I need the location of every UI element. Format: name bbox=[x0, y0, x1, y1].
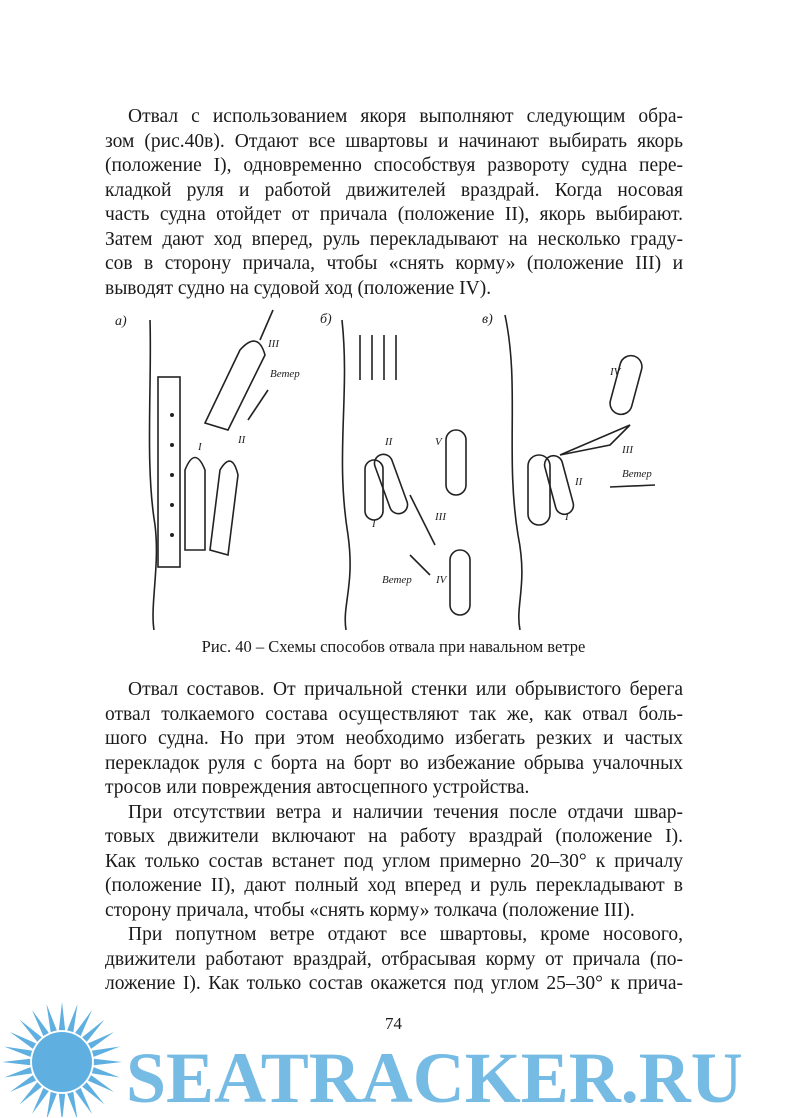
panel-label: а) bbox=[115, 314, 127, 329]
position-label: I bbox=[198, 441, 202, 453]
wind-label: Ветер bbox=[382, 574, 412, 586]
figure-caption: Рис. 40 – Схемы способов отвала при навальном ветре bbox=[201, 637, 586, 656]
sun-logo-icon bbox=[0, 1000, 125, 1117]
text-line: Как только состав встанет под углом примерно 20–30° к причалу bbox=[105, 850, 683, 872]
panel-label: в) bbox=[482, 312, 493, 327]
sun-ray bbox=[59, 1094, 65, 1117]
text-line: При попутном ветре отдают все швартовы, кроме носового, bbox=[128, 924, 683, 945]
text-line: отвал толкаемого состава осуществляют так же, как отвал боль- bbox=[105, 703, 683, 725]
text-line: сов в сторону причала, чтобы «снять корму» (положение III) и bbox=[105, 253, 683, 274]
figure-40-diagram bbox=[110, 305, 670, 630]
sun-ray bbox=[67, 1004, 77, 1032]
text-line: часть судна отойдет от причала (положение II), якорь выбирают. bbox=[105, 204, 683, 225]
sun-ray bbox=[4, 1046, 32, 1056]
text-line: зом (рис.40в). Отдают все швартовы и начинают выбирать якорь bbox=[105, 130, 683, 152]
position-label: III bbox=[435, 511, 446, 523]
position-label: II bbox=[575, 476, 583, 488]
position-label: II bbox=[238, 434, 246, 446]
panel-b bbox=[320, 312, 470, 630]
text-line: ложение I). Как только состав окажется под углом 25–30° к прича- bbox=[105, 973, 683, 994]
sun-ray bbox=[2, 1059, 30, 1065]
panel-a bbox=[115, 310, 300, 630]
wind-label: Ветер bbox=[622, 468, 652, 480]
sun-ray bbox=[94, 1059, 122, 1065]
panel-c bbox=[482, 312, 655, 630]
text-line: сторону причала, чтобы «снять корму» толкача (положение III). bbox=[105, 899, 635, 921]
text-line: Отвал с использованием якоря выполняют следующим обра- bbox=[128, 106, 683, 127]
text-line: шого судна. Но при этом необходимо избегать резких и частых bbox=[105, 728, 683, 749]
watermark: SEATRACKER.RU bbox=[126, 1038, 743, 1118]
text-line: кладкой руля и работой движителей враздрай. Когда носовая bbox=[105, 179, 683, 201]
position-label: I bbox=[372, 518, 376, 530]
wind-label: Ветер bbox=[270, 368, 300, 380]
text-line: движители работают враздрай, отбрасывая корму от причала (по- bbox=[105, 948, 683, 970]
position-label: II bbox=[385, 436, 393, 448]
text-line: выводят судно на судовой ход (положение IV). bbox=[105, 277, 492, 299]
sun-ray bbox=[59, 1002, 65, 1030]
position-label: III bbox=[622, 444, 633, 456]
text-line: (положение I), одновременно способствуя развороту судна пере- bbox=[105, 155, 683, 176]
position-label: IV bbox=[610, 366, 621, 378]
position-label: IV bbox=[436, 574, 447, 586]
sun-ray bbox=[92, 1046, 120, 1056]
sun-ray bbox=[67, 1092, 77, 1117]
sun-ray bbox=[46, 1092, 56, 1117]
panel-label: б) bbox=[320, 312, 332, 327]
text-line: товых движители включают на работу враздрай (положение I). bbox=[105, 826, 683, 847]
text-line: Затем дают ход вперед, руль перекладывают на несколько граду- bbox=[105, 228, 683, 250]
sun-ray bbox=[46, 1004, 56, 1032]
text-line: При отсутствии ветра и наличии течения после отдачи швар- bbox=[128, 801, 683, 823]
page-number: 74 bbox=[385, 1014, 402, 1033]
sun-ray bbox=[4, 1067, 32, 1077]
position-label: III bbox=[268, 338, 279, 350]
text-line: Отвал составов. От причальной стенки или обрывистого берега bbox=[128, 679, 683, 700]
text-line: (положение II), дают полный ход вперед и руль перекладывают в bbox=[105, 875, 683, 896]
sun-ray bbox=[92, 1067, 120, 1077]
position-label: I bbox=[565, 511, 569, 523]
text-line: перекладок руля с борта на борт во избежание обрыва учалочных bbox=[105, 752, 683, 774]
position-label: V bbox=[435, 436, 442, 448]
text-line: тросов или повреждения автосцепного устройства. bbox=[105, 777, 530, 798]
